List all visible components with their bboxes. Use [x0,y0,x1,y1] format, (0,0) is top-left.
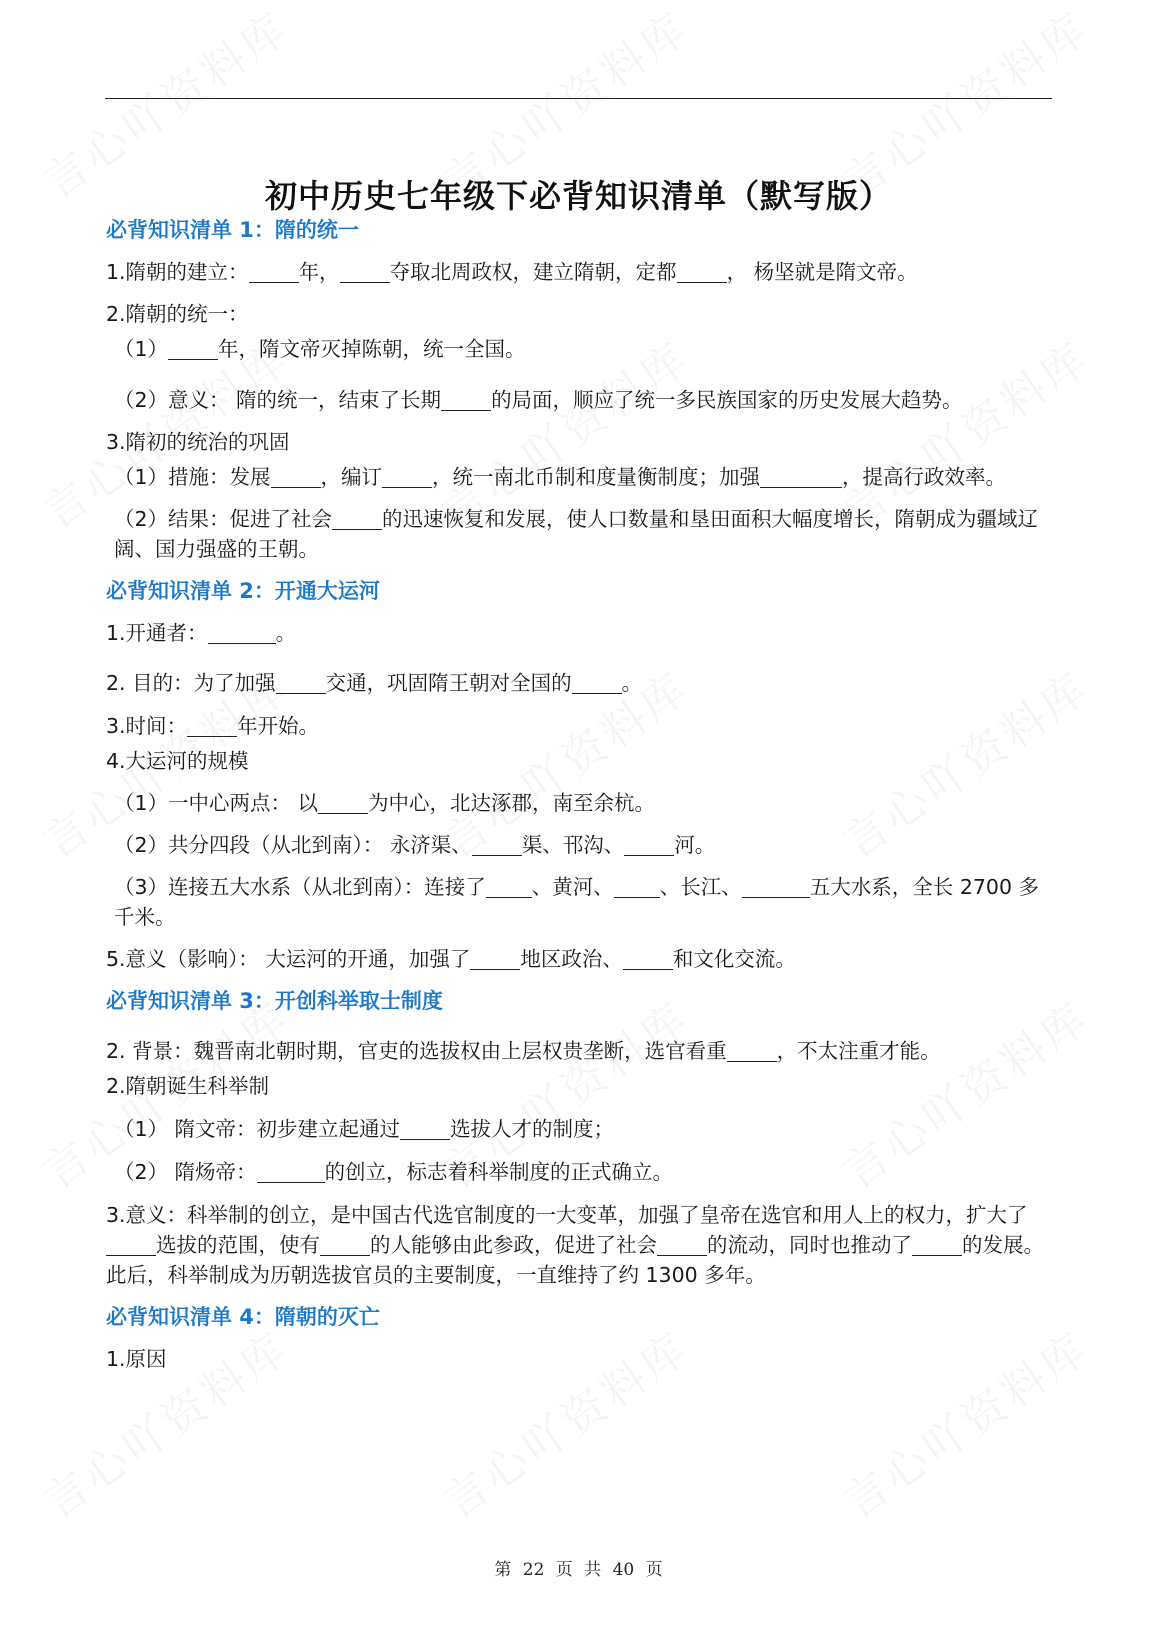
fill-blank[interactable] [187,714,237,737]
line-text: 1.开通者： [106,621,208,645]
fill-blank[interactable] [727,1039,777,1062]
fill-blank[interactable] [677,260,727,283]
line-text: 的创立，标志着科举制度的正式确立。 [324,1160,674,1184]
line-text: 五大水系，全长 2700 多千米。 [114,875,1039,929]
text-line [106,944,1056,974]
fill-blank[interactable] [657,1233,707,1256]
fill-blank[interactable] [208,621,276,644]
header-rule [105,98,1052,99]
fill-blank[interactable] [382,465,432,488]
line-text: ，编订 [320,465,383,489]
fill-blank[interactable] [614,875,660,898]
fill-blank[interactable] [742,875,810,898]
line-text: （2）结果：促进了社会 [114,507,333,531]
line-text: 地区政治、 [520,947,623,971]
line-text: 选拔人才的制度； [450,1117,615,1141]
text-line [106,830,1056,860]
text-line [106,299,1056,329]
text-line [106,1344,1056,1374]
fill-blank[interactable] [441,388,491,411]
text-line [106,1114,1056,1144]
line-text: （1）一中心两点： 以 [114,791,319,815]
line-text: （2）共分四段（从北到南）： 永济渠、 [114,833,472,857]
line-text: （1） [114,337,169,361]
fill-blank[interactable] [320,1233,370,1256]
text-line [106,618,1056,648]
section-heading-2: 必背知识清单 2：开通大运河 [106,579,380,603]
fill-blank[interactable] [257,1160,325,1183]
line-text: ，不太注重才能。 [776,1039,941,1063]
line-text: 2.隋朝诞生科举制 [106,1074,270,1098]
fill-blank[interactable] [332,507,382,530]
text-line [106,334,1056,364]
line-text: （3）连接五大水系（从北到南）：连接了 [114,875,486,899]
line-text: 夺取北周政权，建立隋朝，定都 [389,260,677,284]
fill-blank[interactable] [486,875,532,898]
line-text: 3.时间： [106,714,188,738]
text-line [106,504,1056,564]
line-text: 2.隋朝的统一： [106,302,249,326]
line-text: 1.隋朝的建立： [106,260,249,284]
fill-blank[interactable] [760,465,842,488]
line-text: ， 杨坚就是隋文帝。 [726,260,918,284]
text-line [106,427,1056,457]
line-text: 的迅速恢复和发展，使人口数量和垦田面积大幅度增长，隋朝成为疆域辽阔、国力强盛的王朝。 [114,507,1039,561]
line-text: （2）意义： 隋的统一，结束了长期 [114,388,442,412]
fill-blank[interactable] [276,671,326,694]
line-text: 3.隋初的统治的巩固 [106,430,290,454]
line-text: 2. 背景：魏晋南北朝时期，官吏的选拔权由上层权贵垄断，选官看重 [106,1039,727,1063]
fill-blank[interactable] [623,947,673,970]
line-text: 4.大运河的规模 [106,749,249,773]
line-text: 3.意义：科举制的创立，是中国古代选官制度的一大变革，加强了皇帝在选官和用人上的权力，扩大了 [106,1203,1028,1227]
line-text: 年开始。 [237,714,320,738]
text-line [106,462,1056,492]
page-title: 初中历史七年级下必背知识清单（默写版） [264,177,892,216]
text-line [106,711,1056,741]
fill-blank[interactable] [624,833,674,856]
fill-blank[interactable] [318,791,368,814]
fill-blank[interactable] [249,260,299,283]
line-text: 河。 [674,833,716,857]
line-text: 5.意义（影响）： 大运河的开通，加强了 [106,947,471,971]
line-text: 1.原因 [106,1347,167,1371]
line-text: 选拔的范围，使有 [156,1233,320,1257]
line-text: 、黄河、 [531,875,614,899]
line-text: 的人能够由此参政，促进了社会 [370,1233,657,1257]
fill-blank[interactable] [470,947,520,970]
section-heading-3: 必背知识清单 3：开创科举取士制度 [106,989,443,1013]
fill-blank[interactable] [106,1233,156,1256]
fill-blank[interactable] [472,833,522,856]
fill-blank[interactable] [912,1233,962,1256]
line-text: 的局面，顺应了统一多民族国家的历史发展大趋势。 [491,388,963,412]
text-line [106,257,1056,287]
section-heading-1: 必背知识清单 1：隋的统一 [106,218,359,242]
line-text: （1） 隋文帝：初步建立起通过 [114,1117,401,1141]
line-text: 。 [621,671,643,695]
document-body [106,215,1056,1374]
line-text: ，统一南北币制和度量衡制度；加强 [432,465,761,489]
fill-blank[interactable] [271,465,321,488]
fill-blank[interactable] [400,1117,450,1140]
line-text: ，提高行政效率。 [842,465,1007,489]
line-text: 年， [298,260,340,284]
line-text: 渠、邗沟、 [521,833,625,857]
line-text: 和文化交流。 [672,947,796,971]
line-text: （1）措施：发展 [114,465,271,489]
line-text: 。 [275,621,297,645]
fill-blank[interactable] [168,337,218,360]
text-line [106,385,1056,415]
line-text: 的发展。此后，科举制成为历朝选拔官员的主要制度，一直维持了约 1300 多年。 [106,1233,1044,1287]
text-line [106,746,1056,776]
page-footer: 第 22 页 共 40 页 [494,1560,663,1580]
text-line [106,788,1056,818]
line-text: 交通，巩固隋王朝对全国的 [325,671,572,695]
line-text: 为中心，北达涿郡，南至余杭。 [368,791,656,815]
line-text: 2. 目的：为了加强 [106,671,276,695]
line-text: 、长江、 [659,875,742,899]
text-line [106,1157,1056,1187]
fill-blank[interactable] [340,260,390,283]
line-text: 年，隋文帝灭掉陈朝，统一全国。 [218,337,526,361]
text-line [106,1071,1056,1101]
text-line [106,1200,1056,1290]
text-line [106,1036,1056,1066]
line-text: 的流动，同时也推动了 [707,1233,912,1257]
line-text: （2） 隋炀帝： [114,1160,257,1184]
text-line [106,872,1056,932]
fill-blank[interactable] [572,671,622,694]
text-line [106,668,1056,698]
section-heading-4: 必背知识清单 4：隋朝的灭亡 [106,1305,380,1329]
